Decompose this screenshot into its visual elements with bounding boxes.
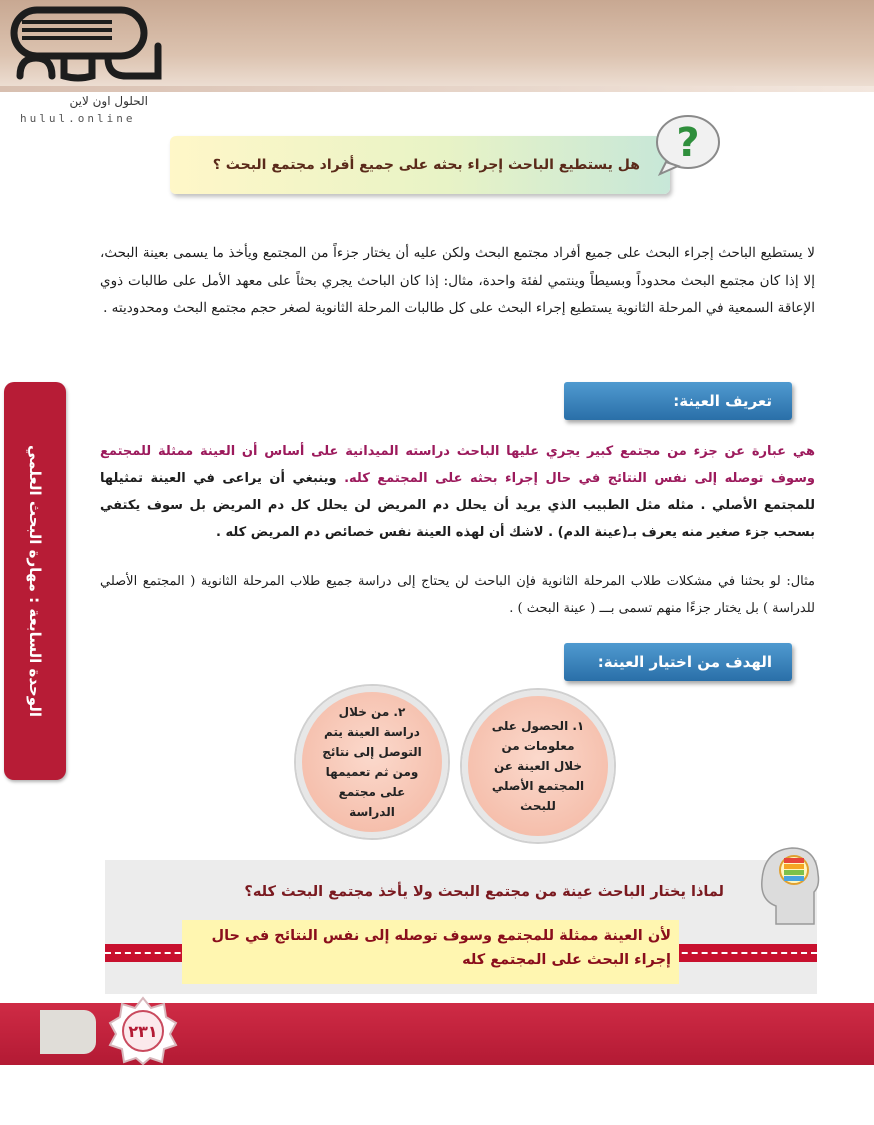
thinking-head-icon xyxy=(754,836,824,926)
section-heading-definition: تعريف العينة: xyxy=(564,382,792,420)
logo-arabic-text: الحلول اون لاين xyxy=(69,94,148,108)
hulul-logo-mark-icon xyxy=(8,6,168,84)
hulul-logo[interactable] xyxy=(8,6,168,124)
definition-rest: وينبغي أن يراعى في العينة تمثيلها للمجتمع الأصلي . مثله مثل الطبيب الذي يريد أن يحلل دم المريض لن يحلل كل دم المريض بل سوف يكتفي بسحب جزء صغير منه يعرف بـ(عينة الدم) . لاشك أن لهذه العينة نفس خصائص دم المريض كله . xyxy=(100,471,815,540)
example-paragraph: مثال: لو بحثنا في مشكلات طلاب المرحلة الثانوية فإن الباحث لن يحتاج إلى دراسة جميع طلاب المرحلة الثانوية ( المجتمع الأصلي للدراسة ) بل يختار جزءًا منهم تسمى بـــ ( عينة البحث ) . xyxy=(100,574,815,616)
page-number: ٢٣١ xyxy=(128,1021,158,1041)
intro-paragraph: لا يستطيع الباحث إجراء البحث على جميع أفراد مجتمع البحث ولكن عليه أن يختار جزءاً من المجتمع ويأخذ ما يسمى بعينة البحث، إلا إذا كان مجتمع البحث محدوداً وبسيطاً وينتمي لفئة واحدة، مثال: إذا كان الباحث يجري بحثاً على معهد الأمل على طالبات ذوي الإعاقة السمعية في المرحلة الثانوية يستطيع إجراء البحث على كل طالبات المرحلة الثانوية لصغر حجم مجتمع البحث ومحدوديته . xyxy=(100,245,815,316)
review-answer: لأن العينة ممثلة للمجتمع وسوف توصله إلى نفس النتائج في حال إجراء البحث على المجتمع كله xyxy=(182,920,679,984)
question-bubble-icon xyxy=(652,112,722,176)
definition-paragraph xyxy=(100,438,815,546)
goal-circle-1: ١. الحصول على معلومات من خلال العينة عن المجتمع الأصلي للبحث xyxy=(462,690,614,842)
svg-text:?: ? xyxy=(676,120,700,166)
question-banner-text: هل يستطيع الباحث إجراء بحثه على جميع أفراد مجتمع البحث ؟ xyxy=(212,157,640,173)
unit-side-tab xyxy=(4,382,66,780)
question-banner xyxy=(170,136,670,194)
logo-latin-text: hulul.online xyxy=(20,112,136,125)
unit-side-tab-label: الوحدة السابعة : مهارة البحث العلمي xyxy=(26,445,44,717)
section-heading-goal: الهدف من اختيار العينة: xyxy=(564,643,792,681)
review-question: لماذا يختار الباحث عينة من مجتمع البحث ولا يأخذ مجتمع البحث كله؟ xyxy=(244,884,724,900)
corner-logo-icon xyxy=(40,1010,96,1054)
goal-circle-2: ٢. من خلال دراسة العينة يتم التوصل إلى نتائج ومن ثم تعميمها على مجتمع الدراسة xyxy=(296,686,448,838)
definition-highlight: هي عبارة عن جزء من مجتمع كبير يجري عليها الباحث دراسته الميدانية على أساس أن العينة ممثلة للمجتمع وسوف توصله إلى نفس النتائج في حال إجراء بحثه على المجتمع كله. xyxy=(100,444,816,486)
